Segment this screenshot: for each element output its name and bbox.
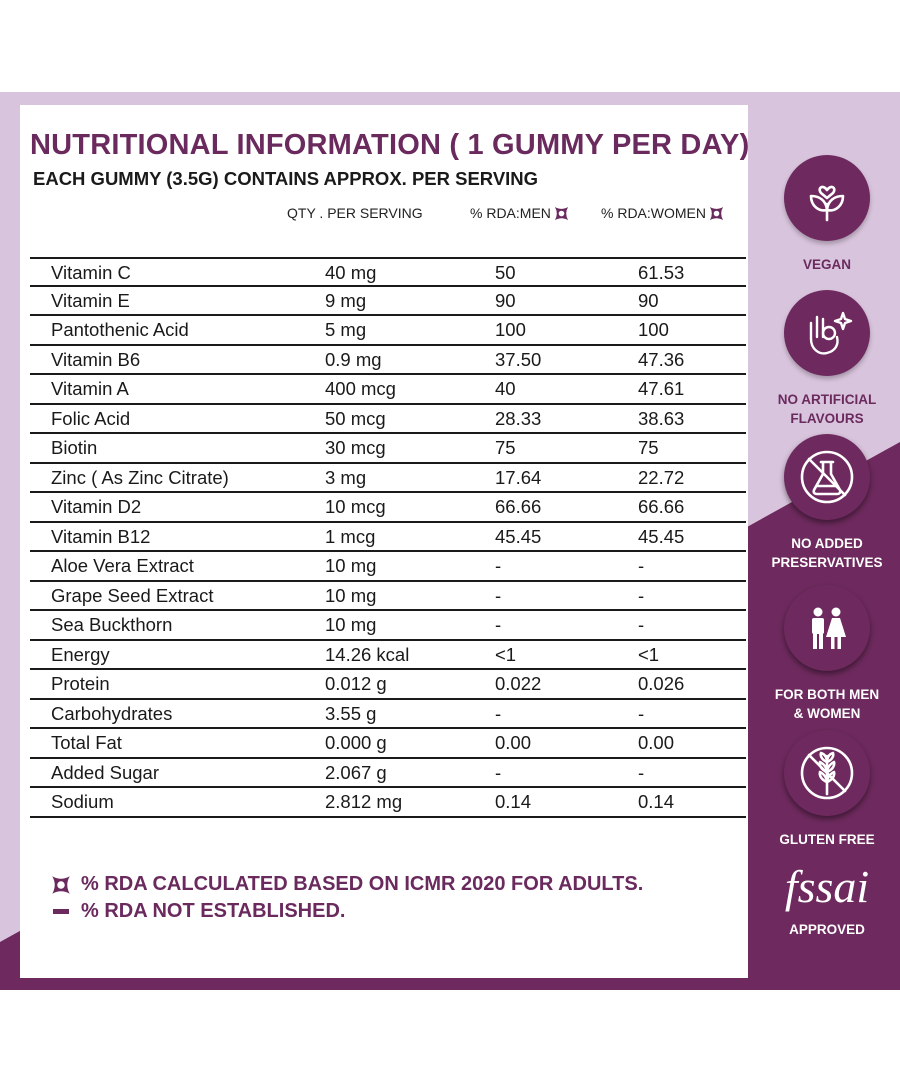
badge-both-label bbox=[764, 685, 890, 723]
table-cell-name: Carbohydrates bbox=[51, 702, 173, 724]
table-cell-qty: 0.000 g bbox=[325, 732, 387, 753]
badge-both-line2: & WOMEN bbox=[793, 706, 861, 721]
column-header-women-label: % RDA:WOMEN bbox=[601, 205, 706, 221]
table-row bbox=[30, 316, 746, 346]
table-cell-name: Folic Acid bbox=[51, 407, 131, 429]
fssai-logo: fssai bbox=[784, 861, 870, 912]
no-preservatives-icon bbox=[784, 434, 870, 520]
table-cell-women: <1 bbox=[638, 643, 660, 665]
table-cell-men: - bbox=[495, 555, 502, 576]
table-cell-qty: 400 mcg bbox=[325, 378, 396, 399]
table-cell-name: Vitamin E bbox=[51, 289, 130, 311]
table-cell-women: - bbox=[638, 702, 645, 724]
column-header-qty bbox=[287, 205, 423, 221]
badge-no-preservatives-label bbox=[764, 534, 890, 572]
table-cell-men: 75 bbox=[495, 437, 516, 458]
hand-sparkle-icon bbox=[784, 290, 870, 376]
table-cell-qty: 2.067 g bbox=[325, 761, 387, 783]
rda-mark-icon bbox=[554, 206, 569, 221]
table-cell-qty: 0.012 g bbox=[325, 673, 387, 694]
badge-no-artificial-flavours bbox=[764, 290, 890, 428]
table-row bbox=[30, 670, 746, 700]
footnote-rda-text: % RDA CALCULATED BASED ON ICMR 2020 FOR ADULTS. bbox=[81, 873, 644, 895]
footnote-rda bbox=[51, 873, 643, 896]
table-cell-qty: 50 mcg bbox=[325, 407, 386, 429]
badge-both-men-women bbox=[764, 585, 890, 723]
table-cell-men: 100 bbox=[495, 319, 526, 340]
table-cell-qty: 2.812 mg bbox=[325, 791, 403, 812]
table-cell-men: - bbox=[495, 614, 502, 635]
badge-no-preservatives bbox=[764, 434, 890, 572]
table-cell-women: 45.45 bbox=[638, 525, 685, 547]
table-row bbox=[30, 375, 746, 405]
badge-no-preservatives-line2: PRESERVATIVES bbox=[771, 555, 883, 570]
table-cell-women: 0.14 bbox=[638, 791, 675, 812]
table-cell-qty: 10 mcg bbox=[325, 496, 386, 517]
table-cell-women: - bbox=[638, 584, 645, 606]
table-cell-women: - bbox=[638, 555, 645, 576]
table-row bbox=[30, 405, 746, 435]
table-cell-men: - bbox=[495, 702, 502, 724]
table-row bbox=[30, 641, 746, 671]
table-cell-women: 100 bbox=[638, 319, 669, 340]
table-row bbox=[30, 493, 746, 523]
column-header-men bbox=[470, 205, 569, 221]
table-cell-men: 28.33 bbox=[495, 407, 542, 429]
badge-vegan bbox=[764, 155, 890, 274]
table-cell-name: Vitamin D2 bbox=[51, 496, 142, 517]
rda-mark-icon bbox=[709, 206, 724, 221]
table-cell-name: Added Sugar bbox=[51, 761, 160, 783]
table-cell-men: 37.50 bbox=[495, 348, 542, 370]
table-cell-qty: 5 mg bbox=[325, 319, 367, 340]
page-subtitle: EACH GUMMY (3.5G) CONTAINS APPROX. PER SERVING bbox=[33, 168, 539, 189]
badge-no-preservatives-line1: NO ADDED bbox=[791, 536, 863, 551]
table-cell-women: 38.63 bbox=[638, 407, 685, 429]
table-cell-women: 75 bbox=[638, 437, 659, 458]
table-cell-men: <1 bbox=[495, 643, 517, 665]
table-cell-name: Total Fat bbox=[51, 732, 122, 753]
badge-fssai-label: APPROVED bbox=[789, 922, 865, 937]
table-cell-qty: 10 mg bbox=[325, 614, 377, 635]
table-cell-women: 47.36 bbox=[638, 348, 685, 370]
badge-no-artificial-line2: FLAVOURS bbox=[790, 411, 864, 426]
footnote-not-established-text: % RDA NOT ESTABLISHED. bbox=[81, 900, 346, 922]
table-cell-qty: 30 mcg bbox=[325, 437, 386, 458]
table-cell-women: 90 bbox=[638, 289, 659, 311]
table-cell-name: Energy bbox=[51, 643, 110, 665]
table-cell-qty: 3.55 g bbox=[325, 702, 377, 724]
table-cell-men: 50 bbox=[495, 262, 516, 283]
table-cell-name: Grape Seed Extract bbox=[51, 584, 214, 606]
table-row bbox=[30, 464, 746, 494]
table-cell-name: Vitamin C bbox=[51, 262, 131, 283]
table-row bbox=[30, 523, 746, 553]
table-cell-men: - bbox=[495, 584, 502, 606]
table-cell-name: Vitamin B12 bbox=[51, 525, 151, 547]
table-cell-name: Sodium bbox=[51, 791, 114, 812]
badge-no-artificial-line1: NO ARTIFICIAL bbox=[777, 392, 877, 407]
badge-both-line1: FOR BOTH MEN bbox=[774, 687, 880, 702]
table-cell-name: Vitamin A bbox=[51, 378, 129, 399]
table-cell-women: 0.026 bbox=[638, 673, 685, 694]
table-row bbox=[30, 700, 746, 730]
column-header-men-label: % RDA:MEN bbox=[470, 205, 551, 221]
vegan-icon bbox=[784, 155, 870, 241]
table-cell-name: Protein bbox=[51, 673, 110, 694]
table-row bbox=[30, 729, 746, 759]
page-title: NUTRITIONAL INFORMATION ( 1 GUMMY PER DAY) bbox=[30, 129, 750, 161]
table-cell-qty: 40 mg bbox=[325, 262, 377, 283]
gluten-free-icon bbox=[784, 730, 870, 816]
table-row bbox=[30, 611, 746, 641]
table-cell-women: 22.72 bbox=[638, 466, 685, 488]
table-row bbox=[30, 434, 746, 464]
rda-mark-icon bbox=[51, 875, 71, 895]
table-cell-men: 0.00 bbox=[495, 732, 532, 753]
table-cell-qty: 10 mg bbox=[325, 555, 377, 576]
table-cell-qty: 1 mcg bbox=[325, 525, 376, 547]
table-cell-women: - bbox=[638, 614, 645, 635]
table-cell-women: 0.00 bbox=[638, 732, 675, 753]
footnote-not-established bbox=[51, 900, 345, 923]
table-cell-qty: 9 mg bbox=[325, 289, 367, 311]
dash-icon bbox=[53, 909, 69, 914]
table-cell-name: Biotin bbox=[51, 437, 98, 458]
table-cell-name: Pantothenic Acid bbox=[51, 319, 189, 340]
table-cell-women: 61.53 bbox=[638, 262, 685, 283]
table-row bbox=[30, 257, 746, 287]
table-row bbox=[30, 287, 746, 317]
column-header-women bbox=[601, 205, 724, 221]
table-cell-men: 0.14 bbox=[495, 791, 532, 812]
man-woman-icon bbox=[784, 585, 870, 671]
nutrition-card bbox=[20, 105, 748, 978]
table-cell-men: - bbox=[495, 761, 502, 783]
table-cell-name: Aloe Vera Extract bbox=[51, 555, 194, 576]
table-cell-name: Sea Buckthorn bbox=[51, 614, 173, 635]
table-cell-women: 66.66 bbox=[638, 496, 685, 517]
badge-no-artificial-label bbox=[764, 390, 890, 428]
table-cell-name: Zinc ( As Zinc Citrate) bbox=[51, 466, 229, 488]
table-cell-men: 40 bbox=[495, 378, 516, 399]
table-row bbox=[30, 788, 746, 818]
badge-vegan-label: VEGAN bbox=[802, 257, 851, 272]
table-cell-men: 90 bbox=[495, 289, 516, 311]
table-cell-men: 17.64 bbox=[495, 466, 542, 488]
badge-gluten-free bbox=[764, 730, 890, 849]
table-cell-qty: 10 mg bbox=[325, 584, 377, 606]
table-cell-men: 45.45 bbox=[495, 525, 542, 547]
table-cell-qty: 0.9 mg bbox=[325, 348, 382, 370]
table-cell-men: 0.022 bbox=[495, 673, 542, 694]
table-cell-women: - bbox=[638, 761, 645, 783]
table-cell-men: 66.66 bbox=[495, 496, 542, 517]
table-row bbox=[30, 759, 746, 789]
table-cell-qty: 14.26 kcal bbox=[325, 643, 410, 665]
badge-fssai bbox=[764, 862, 890, 937]
badge-gluten-label: GLUTEN FREE bbox=[779, 832, 875, 847]
table-row bbox=[30, 582, 746, 612]
table-row bbox=[30, 346, 746, 376]
table-row bbox=[30, 552, 746, 582]
table-cell-qty: 3 mg bbox=[325, 466, 367, 488]
table-cell-women: 47.61 bbox=[638, 378, 685, 399]
nutrition-table bbox=[30, 257, 746, 818]
column-header-qty-label: QTY . PER SERVING bbox=[287, 205, 423, 221]
table-cell-name: Vitamin B6 bbox=[51, 348, 141, 370]
